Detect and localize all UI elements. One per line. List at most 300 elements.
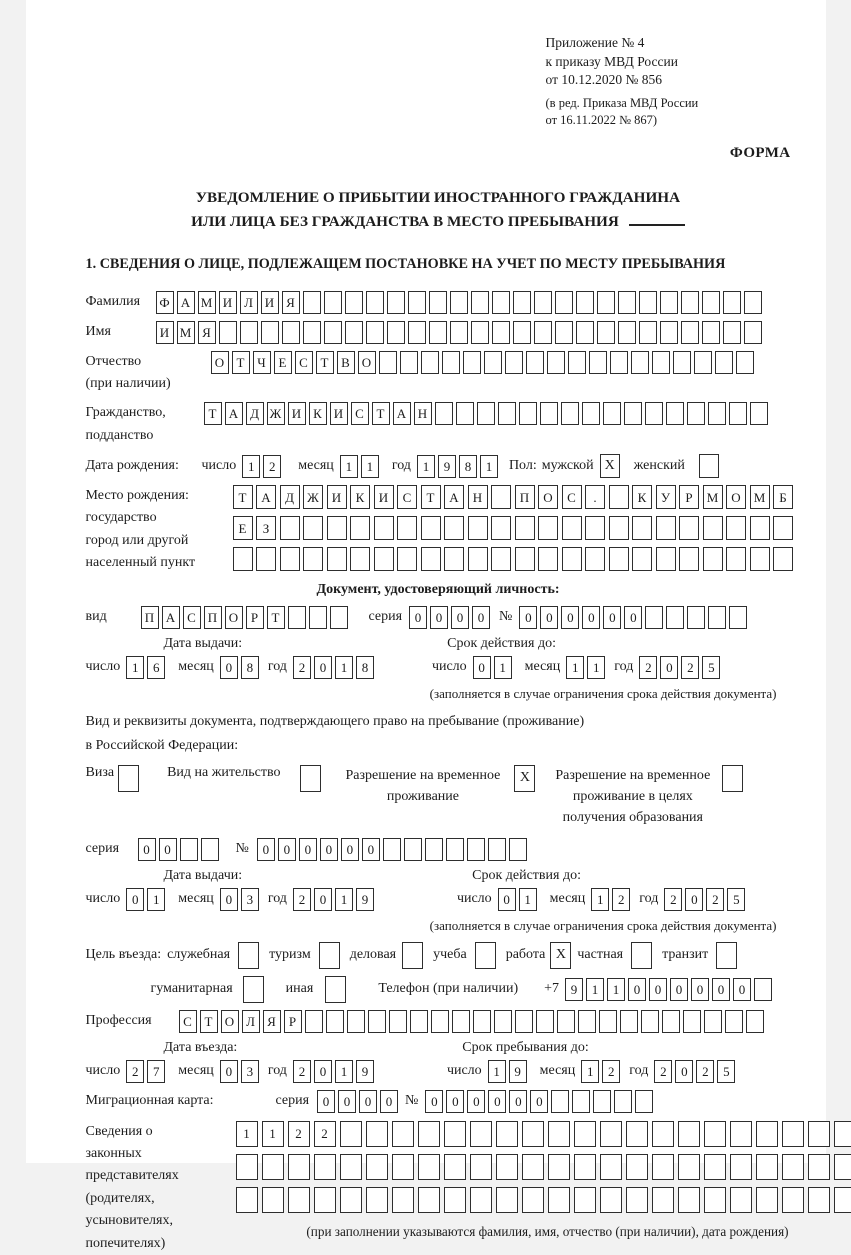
char-cell[interactable]	[681, 321, 699, 344]
char-cell[interactable]: А	[256, 485, 276, 509]
char-cell[interactable]	[236, 1154, 258, 1180]
char-cell[interactable]	[468, 547, 488, 571]
char-cell[interactable]	[620, 1010, 638, 1033]
char-cell[interactable]	[609, 547, 629, 571]
char-cell[interactable]: О	[211, 351, 229, 374]
char-cell[interactable]: 1	[480, 455, 498, 478]
char-cell[interactable]	[446, 838, 464, 861]
char-cell[interactable]	[687, 402, 705, 425]
char-cell[interactable]	[744, 321, 762, 344]
char-cell[interactable]	[782, 1121, 804, 1147]
char-cell[interactable]	[683, 1010, 701, 1033]
char-cell[interactable]	[522, 1121, 544, 1147]
char-cell[interactable]: О	[225, 606, 243, 629]
char-cell[interactable]	[609, 485, 629, 509]
char-cell[interactable]	[366, 1154, 388, 1180]
char-cell[interactable]: 0	[359, 1090, 377, 1113]
char-cell[interactable]: 9	[509, 1060, 527, 1083]
char-cell[interactable]	[673, 351, 691, 374]
char-cell[interactable]	[597, 291, 615, 314]
char-cell[interactable]	[730, 1187, 752, 1213]
char-cell[interactable]: 0	[649, 978, 667, 1001]
char-cell[interactable]	[494, 1010, 512, 1033]
char-cell[interactable]: 2	[293, 1060, 311, 1083]
char-cell[interactable]	[324, 291, 342, 314]
char-cell[interactable]: П	[515, 485, 535, 509]
char-cell[interactable]: 0	[314, 1060, 332, 1083]
char-cell[interactable]: 0	[675, 1060, 693, 1083]
char-cell[interactable]: О	[538, 485, 558, 509]
char-cell[interactable]	[725, 1010, 743, 1033]
char-cell[interactable]	[326, 1010, 344, 1033]
char-cell[interactable]	[632, 547, 652, 571]
char-cell[interactable]	[540, 402, 558, 425]
char-cell[interactable]	[782, 1187, 804, 1213]
char-cell[interactable]	[303, 516, 323, 540]
char-cell[interactable]: Т	[267, 606, 285, 629]
char-cell[interactable]	[678, 1187, 700, 1213]
char-cell[interactable]	[256, 547, 276, 571]
char-cell[interactable]: 0	[126, 888, 144, 911]
char-cell[interactable]: 0	[467, 1090, 485, 1113]
char-cell[interactable]: 8	[356, 656, 374, 679]
char-cell[interactable]	[624, 402, 642, 425]
char-cell[interactable]	[505, 351, 523, 374]
char-cell[interactable]	[834, 1121, 851, 1147]
char-cell[interactable]: 0	[220, 1060, 238, 1083]
char-cell[interactable]: Т	[204, 402, 222, 425]
char-cell[interactable]	[350, 516, 370, 540]
char-cell[interactable]	[392, 1121, 414, 1147]
char-cell[interactable]	[679, 516, 699, 540]
char-cell[interactable]	[305, 1010, 323, 1033]
char-cell[interactable]	[704, 1154, 726, 1180]
char-cell[interactable]	[470, 1121, 492, 1147]
char-cell[interactable]: И	[374, 485, 394, 509]
char-cell[interactable]: 1	[335, 656, 353, 679]
char-cell[interactable]	[645, 402, 663, 425]
char-cell[interactable]	[491, 516, 511, 540]
char-cell[interactable]	[639, 291, 657, 314]
char-cell[interactable]	[574, 1154, 596, 1180]
char-cell[interactable]	[240, 321, 258, 344]
char-cell[interactable]: 7	[147, 1060, 165, 1083]
char-cell[interactable]	[262, 1154, 284, 1180]
char-cell[interactable]	[538, 516, 558, 540]
char-cell[interactable]	[626, 1154, 648, 1180]
char-cell[interactable]	[340, 1121, 362, 1147]
char-cell[interactable]: 0	[409, 606, 427, 629]
char-cell[interactable]	[704, 1010, 722, 1033]
char-cell[interactable]	[366, 321, 384, 344]
char-cell[interactable]: К	[309, 402, 327, 425]
char-cell[interactable]: 2	[681, 656, 699, 679]
char-cell[interactable]: 0	[425, 1090, 443, 1113]
char-cell[interactable]	[782, 1154, 804, 1180]
char-cell[interactable]	[180, 838, 198, 861]
char-cell[interactable]	[726, 516, 746, 540]
char-cell[interactable]: А	[444, 485, 464, 509]
char-cell[interactable]	[236, 1187, 258, 1213]
char-cell[interactable]	[736, 351, 754, 374]
char-cell[interactable]	[750, 547, 770, 571]
char-cell[interactable]	[555, 321, 573, 344]
char-cell[interactable]	[347, 1010, 365, 1033]
char-cell[interactable]	[704, 1121, 726, 1147]
char-cell[interactable]: 0	[628, 978, 646, 1001]
char-cell[interactable]	[431, 1010, 449, 1033]
char-cell[interactable]	[641, 1010, 659, 1033]
char-cell[interactable]: А	[393, 402, 411, 425]
char-cell[interactable]	[387, 291, 405, 314]
char-cell[interactable]	[435, 402, 453, 425]
char-cell[interactable]	[429, 291, 447, 314]
char-cell[interactable]	[303, 291, 321, 314]
char-cell[interactable]	[233, 547, 253, 571]
char-cell[interactable]: 0	[138, 838, 156, 861]
char-cell[interactable]	[444, 516, 464, 540]
char-cell[interactable]: 0	[314, 888, 332, 911]
char-cell[interactable]	[324, 321, 342, 344]
char-cell[interactable]	[219, 321, 237, 344]
char-cell[interactable]	[597, 321, 615, 344]
char-cell[interactable]	[442, 351, 460, 374]
char-cell[interactable]	[387, 321, 405, 344]
char-cell[interactable]	[574, 1187, 596, 1213]
char-cell[interactable]	[496, 1154, 518, 1180]
char-cell[interactable]	[723, 321, 741, 344]
char-cell[interactable]	[410, 1010, 428, 1033]
char-cell[interactable]	[379, 351, 397, 374]
char-cell[interactable]	[280, 516, 300, 540]
char-cell[interactable]	[262, 1187, 284, 1213]
sex-female-checkbox[interactable]	[699, 454, 719, 478]
char-cell[interactable]	[350, 547, 370, 571]
char-cell[interactable]: Д	[246, 402, 264, 425]
char-cell[interactable]	[703, 516, 723, 540]
char-cell[interactable]	[392, 1187, 414, 1213]
char-cell[interactable]	[729, 402, 747, 425]
char-cell[interactable]	[726, 547, 746, 571]
char-cell[interactable]	[585, 547, 605, 571]
char-cell[interactable]: 1	[494, 656, 512, 679]
char-cell[interactable]	[470, 1187, 492, 1213]
char-cell[interactable]: Е	[274, 351, 292, 374]
char-cell[interactable]	[708, 606, 726, 629]
char-cell[interactable]	[561, 402, 579, 425]
char-cell[interactable]	[626, 1187, 648, 1213]
char-cell[interactable]	[519, 402, 537, 425]
char-cell[interactable]: О	[221, 1010, 239, 1033]
char-cell[interactable]	[444, 1154, 466, 1180]
char-cell[interactable]	[609, 516, 629, 540]
char-cell[interactable]: 0	[473, 656, 491, 679]
char-cell[interactable]	[568, 351, 586, 374]
char-cell[interactable]	[288, 1154, 310, 1180]
char-cell[interactable]	[562, 516, 582, 540]
char-cell[interactable]	[746, 1010, 764, 1033]
char-cell[interactable]	[773, 547, 793, 571]
char-cell[interactable]	[368, 1010, 386, 1033]
char-cell[interactable]: 1	[519, 888, 537, 911]
char-cell[interactable]	[484, 351, 502, 374]
char-cell[interactable]	[400, 351, 418, 374]
char-cell[interactable]	[314, 1154, 336, 1180]
char-cell[interactable]	[345, 321, 363, 344]
char-cell[interactable]	[600, 1154, 622, 1180]
char-cell[interactable]: У	[656, 485, 676, 509]
char-cell[interactable]	[730, 1154, 752, 1180]
char-cell[interactable]	[492, 291, 510, 314]
char-cell[interactable]: 0	[582, 606, 600, 629]
char-cell[interactable]: 2	[654, 1060, 672, 1083]
char-cell[interactable]	[471, 321, 489, 344]
char-cell[interactable]	[639, 321, 657, 344]
char-cell[interactable]	[491, 547, 511, 571]
char-cell[interactable]	[327, 516, 347, 540]
char-cell[interactable]: А	[225, 402, 243, 425]
char-cell[interactable]	[515, 516, 535, 540]
char-cell[interactable]: 2	[293, 888, 311, 911]
char-cell[interactable]	[702, 291, 720, 314]
char-cell[interactable]	[397, 547, 417, 571]
char-cell[interactable]: 0	[220, 888, 238, 911]
char-cell[interactable]	[389, 1010, 407, 1033]
char-cell[interactable]: 0	[561, 606, 579, 629]
char-cell[interactable]	[522, 1187, 544, 1213]
sex-male-checkbox[interactable]: X	[600, 454, 620, 478]
char-cell[interactable]: 1	[581, 1060, 599, 1083]
char-cell[interactable]	[585, 516, 605, 540]
char-cell[interactable]: 1	[361, 455, 379, 478]
char-cell[interactable]	[750, 516, 770, 540]
char-cell[interactable]: М	[177, 321, 195, 344]
char-cell[interactable]	[496, 1187, 518, 1213]
char-cell[interactable]: 1	[340, 455, 358, 478]
char-cell[interactable]: 1	[607, 978, 625, 1001]
char-cell[interactable]	[548, 1187, 570, 1213]
char-cell[interactable]	[383, 838, 401, 861]
char-cell[interactable]: 2	[612, 888, 630, 911]
char-cell[interactable]: 0	[712, 978, 730, 1001]
purpose-transit-checkbox[interactable]	[716, 942, 737, 969]
char-cell[interactable]	[261, 321, 279, 344]
char-cell[interactable]: С	[397, 485, 417, 509]
char-cell[interactable]: 8	[459, 455, 477, 478]
char-cell[interactable]: 8	[241, 656, 259, 679]
char-cell[interactable]	[526, 351, 544, 374]
char-cell[interactable]: И	[156, 321, 174, 344]
char-cell[interactable]: 0	[472, 606, 490, 629]
char-cell[interactable]: 9	[438, 455, 456, 478]
char-cell[interactable]	[681, 291, 699, 314]
char-cell[interactable]	[509, 838, 527, 861]
char-cell[interactable]: 0	[498, 888, 516, 911]
char-cell[interactable]	[522, 1154, 544, 1180]
char-cell[interactable]: Д	[280, 485, 300, 509]
char-cell[interactable]	[631, 351, 649, 374]
char-cell[interactable]	[578, 1010, 596, 1033]
char-cell[interactable]	[496, 1121, 518, 1147]
char-cell[interactable]: 1	[586, 978, 604, 1001]
char-cell[interactable]	[515, 547, 535, 571]
char-cell[interactable]: М	[198, 291, 216, 314]
char-cell[interactable]: 0	[488, 1090, 506, 1113]
char-cell[interactable]	[471, 291, 489, 314]
char-cell[interactable]	[600, 1121, 622, 1147]
char-cell[interactable]	[744, 291, 762, 314]
char-cell[interactable]: 0	[624, 606, 642, 629]
char-cell[interactable]: 0	[451, 606, 469, 629]
char-cell[interactable]: 0	[530, 1090, 548, 1113]
char-cell[interactable]	[708, 402, 726, 425]
char-cell[interactable]	[444, 1187, 466, 1213]
char-cell[interactable]: 1	[566, 656, 584, 679]
char-cell[interactable]: 9	[356, 888, 374, 911]
char-cell[interactable]	[201, 838, 219, 861]
char-cell[interactable]	[366, 291, 384, 314]
char-cell[interactable]	[468, 516, 488, 540]
char-cell[interactable]	[702, 321, 720, 344]
char-cell[interactable]	[756, 1121, 778, 1147]
purpose-private-checkbox[interactable]	[631, 942, 652, 969]
char-cell[interactable]: 9	[356, 1060, 374, 1083]
char-cell[interactable]	[603, 402, 621, 425]
char-cell[interactable]	[576, 291, 594, 314]
char-cell[interactable]: Я	[282, 291, 300, 314]
char-cell[interactable]: 0	[257, 838, 275, 861]
char-cell[interactable]: Т	[316, 351, 334, 374]
char-cell[interactable]: 0	[603, 606, 621, 629]
purpose-official-checkbox[interactable]	[238, 942, 259, 969]
char-cell[interactable]	[488, 838, 506, 861]
char-cell[interactable]: 5	[717, 1060, 735, 1083]
char-cell[interactable]	[374, 516, 394, 540]
char-cell[interactable]	[679, 547, 699, 571]
char-cell[interactable]	[618, 321, 636, 344]
char-cell[interactable]	[492, 321, 510, 344]
char-cell[interactable]	[366, 1121, 388, 1147]
char-cell[interactable]	[808, 1121, 830, 1147]
char-cell[interactable]: 0	[341, 838, 359, 861]
char-cell[interactable]: П	[204, 606, 222, 629]
char-cell[interactable]: 0	[685, 888, 703, 911]
char-cell[interactable]	[547, 351, 565, 374]
temp-permit-checkbox[interactable]: X	[514, 765, 535, 792]
edu-permit-checkbox[interactable]	[722, 765, 743, 792]
char-cell[interactable]	[548, 1121, 570, 1147]
char-cell[interactable]: 0	[733, 978, 751, 1001]
char-cell[interactable]	[421, 547, 441, 571]
char-cell[interactable]: З	[256, 516, 276, 540]
purpose-work-checkbox[interactable]: X	[550, 942, 571, 969]
char-cell[interactable]	[632, 516, 652, 540]
char-cell[interactable]: И	[261, 291, 279, 314]
char-cell[interactable]	[309, 606, 327, 629]
char-cell[interactable]	[408, 291, 426, 314]
char-cell[interactable]	[340, 1154, 362, 1180]
char-cell[interactable]	[589, 351, 607, 374]
char-cell[interactable]: 2	[126, 1060, 144, 1083]
char-cell[interactable]: 2	[263, 455, 281, 478]
char-cell[interactable]	[418, 1154, 440, 1180]
char-cell[interactable]	[470, 1154, 492, 1180]
char-cell[interactable]	[715, 351, 733, 374]
char-cell[interactable]	[467, 838, 485, 861]
char-cell[interactable]: Б	[773, 485, 793, 509]
char-cell[interactable]: 1	[591, 888, 609, 911]
char-cell[interactable]: С	[562, 485, 582, 509]
char-cell[interactable]	[678, 1154, 700, 1180]
char-cell[interactable]	[557, 1010, 575, 1033]
char-cell[interactable]: М	[703, 485, 723, 509]
char-cell[interactable]: Я	[198, 321, 216, 344]
char-cell[interactable]: 0	[380, 1090, 398, 1113]
char-cell[interactable]: 2	[696, 1060, 714, 1083]
char-cell[interactable]: О	[358, 351, 376, 374]
char-cell[interactable]: И	[330, 402, 348, 425]
char-cell[interactable]	[282, 321, 300, 344]
char-cell[interactable]	[635, 1090, 653, 1113]
char-cell[interactable]	[599, 1010, 617, 1033]
char-cell[interactable]: 1	[335, 888, 353, 911]
char-cell[interactable]	[327, 547, 347, 571]
char-cell[interactable]: С	[351, 402, 369, 425]
char-cell[interactable]	[660, 321, 678, 344]
char-cell[interactable]	[703, 547, 723, 571]
char-cell[interactable]: Н	[414, 402, 432, 425]
char-cell[interactable]	[773, 516, 793, 540]
char-cell[interactable]	[425, 838, 443, 861]
char-cell[interactable]: К	[350, 485, 370, 509]
char-cell[interactable]: 0	[317, 1090, 335, 1113]
char-cell[interactable]	[418, 1121, 440, 1147]
char-cell[interactable]: 0	[540, 606, 558, 629]
char-cell[interactable]	[730, 1121, 752, 1147]
char-cell[interactable]: 2	[288, 1121, 310, 1147]
char-cell[interactable]	[513, 291, 531, 314]
char-cell[interactable]	[450, 291, 468, 314]
char-cell[interactable]	[808, 1187, 830, 1213]
char-cell[interactable]: 5	[727, 888, 745, 911]
char-cell[interactable]: Р	[679, 485, 699, 509]
char-cell[interactable]	[404, 838, 422, 861]
char-cell[interactable]: 1	[262, 1121, 284, 1147]
char-cell[interactable]: 0	[220, 656, 238, 679]
char-cell[interactable]	[678, 1121, 700, 1147]
char-cell[interactable]: Ч	[253, 351, 271, 374]
char-cell[interactable]	[515, 1010, 533, 1033]
char-cell[interactable]: 0	[519, 606, 537, 629]
char-cell[interactable]	[723, 291, 741, 314]
char-cell[interactable]: С	[179, 1010, 197, 1033]
char-cell[interactable]	[662, 1010, 680, 1033]
char-cell[interactable]: 1	[236, 1121, 258, 1147]
char-cell[interactable]	[834, 1187, 851, 1213]
char-cell[interactable]	[687, 606, 705, 629]
char-cell[interactable]: А	[177, 291, 195, 314]
char-cell[interactable]	[729, 606, 747, 629]
visa-checkbox[interactable]	[118, 765, 139, 792]
char-cell[interactable]	[473, 1010, 491, 1033]
char-cell[interactable]: 0	[660, 656, 678, 679]
char-cell[interactable]: В	[337, 351, 355, 374]
char-cell[interactable]: К	[632, 485, 652, 509]
char-cell[interactable]	[450, 321, 468, 344]
char-cell[interactable]	[562, 547, 582, 571]
char-cell[interactable]	[593, 1090, 611, 1113]
char-cell[interactable]	[408, 321, 426, 344]
